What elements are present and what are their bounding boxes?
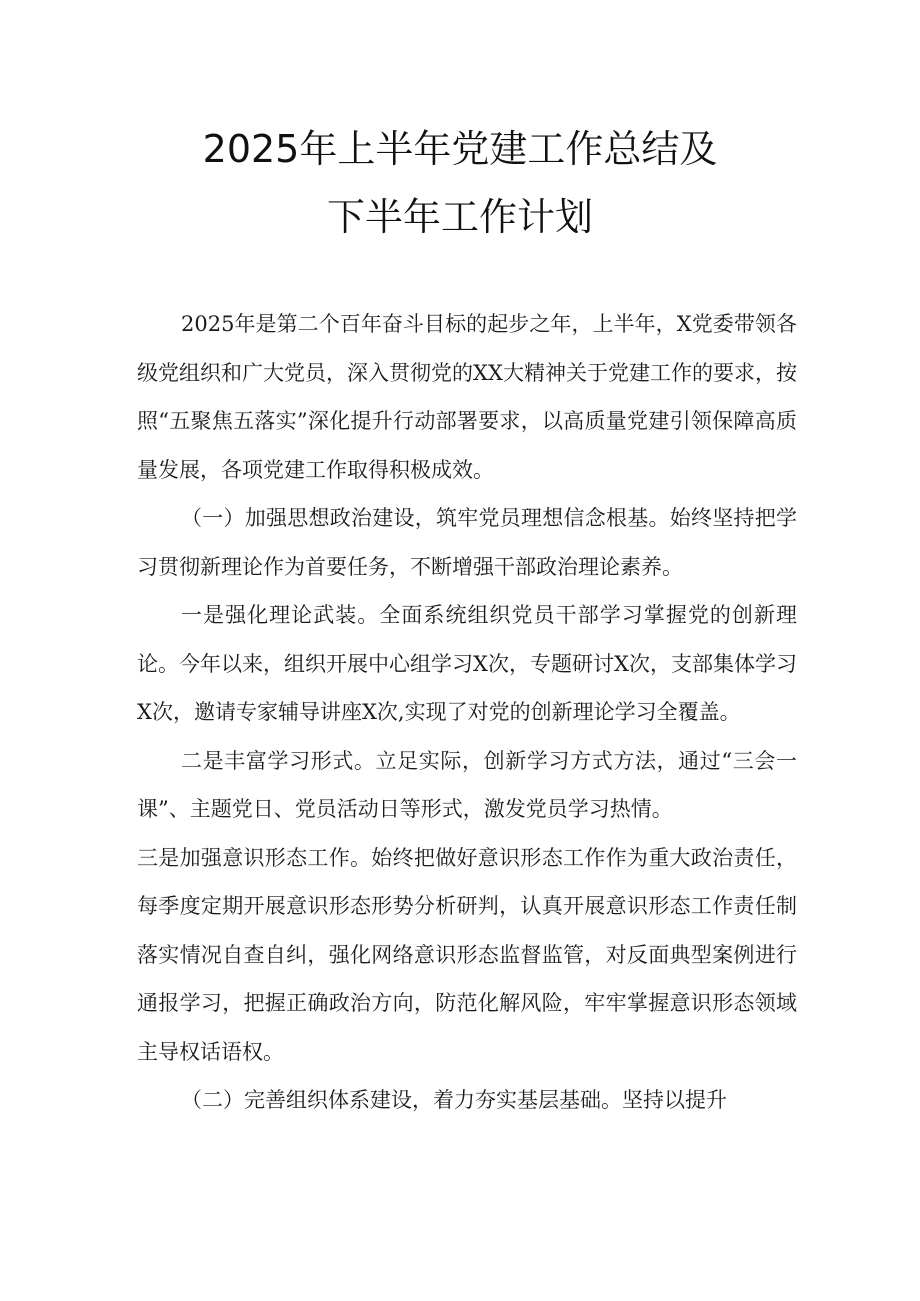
document-title-line-2: 下半年工作计划 [326, 195, 593, 239]
paragraph-intro: 2025年是第二个百年奋斗目标的起步之年，上半年，X党委带领各级党组织和广大党员，深入贯彻党的XX大精神关于党建工作的要求，按照“五聚焦五落实”深化提升行动部署要求，以高质量党建引领保障高质量发展，各项党建工作取得积极成效。 [137, 312, 797, 482]
document-title-line-1: 2025年上半年党建工作总结及 [202, 127, 718, 171]
paragraph-section-1: （一）加强思想政治建设，筑牢党员理想信念根基。始终坚持把学习贯彻新理论作为首要任务，不断增强干部政治理论素养。 [137, 506, 797, 579]
paragraph-section-2: （二）完善组织体系建设，着力夯实基层基础。坚持以提升 [181, 1088, 727, 1112]
document-body [137, 300, 797, 1125]
paragraph-item-3: 三是加强意识形态工作。始终把做好意识形态工作作为重大政治责任，每季度定期开展意识形态形势分析研判，认真开展意识形态工作责任制落实情况自查自纠，强化网络意识形态监督监管，对反面典型案例进行通报学习，把握正确政治方向，防范化解风险，牢牢掌握意识形态领域主导权话语权。 [137, 845, 797, 1064]
paragraph-item-2: 二是丰富学习形式。立足实际，创新学习方式方法，通过“三会一课”、主题党日、党员活动日等形式，激发党员学习热情。 [137, 748, 797, 821]
paragraph-item-1: 一是强化理论武装。全面系统组织党员干部学习掌握党的创新理论。今年以来，组织开展中心组学习X次，专题研讨X次，支部集体学习X次，邀请专家辅导讲座X次,实现了对党的创新理论学习全覆盖。 [137, 603, 797, 724]
